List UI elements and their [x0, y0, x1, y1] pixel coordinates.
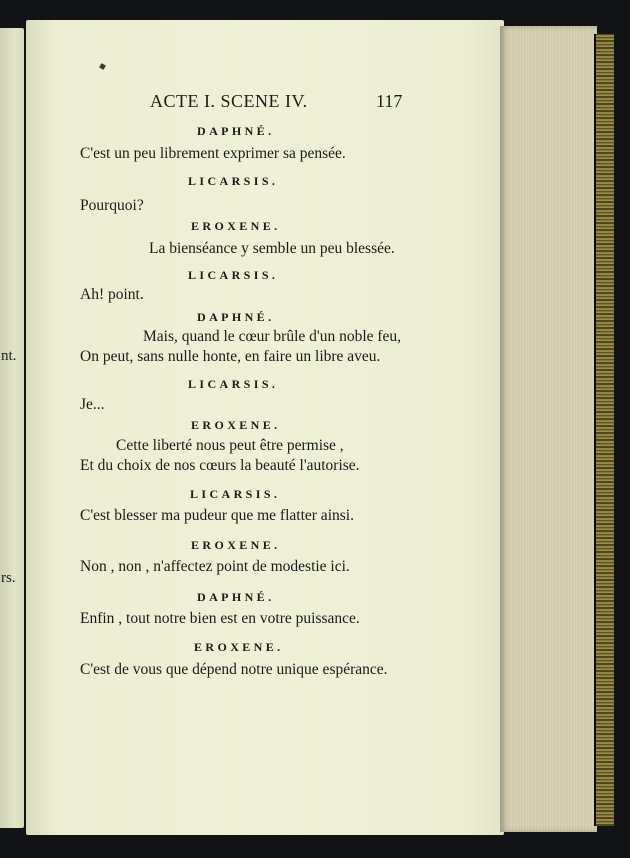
- verse-line: La bienséance y semble un peu blessée.: [149, 240, 395, 257]
- page-edges: [500, 26, 597, 832]
- verse-line: Mais, quand le cœur brûle d'un noble feu,: [143, 328, 402, 345]
- speaker-name: EROXENE.: [194, 640, 284, 654]
- speaker-name: EROXENE.: [191, 418, 281, 432]
- verse-line: C'est un peu librement exprimer sa pensée.: [80, 145, 346, 162]
- verse-line: C'est de vous que dépend notre unique espérance.: [80, 661, 388, 678]
- speaker-name: LICARSIS.: [188, 268, 279, 282]
- left-page-text-fragment: rs.: [1, 570, 16, 586]
- speaker-name: LICARSIS.: [188, 377, 279, 391]
- speaker-name: LICARSIS.: [190, 487, 281, 501]
- running-title: ACTE I. SCENE IV.: [150, 91, 308, 111]
- verse-line: Et du choix de nos cœurs la beauté l'autorise.: [80, 457, 360, 474]
- verse-line: C'est blesser ma pudeur que me flatter ainsi.: [80, 507, 354, 524]
- verse-line: Non , non , n'affectez point de modestie ici.: [80, 558, 350, 575]
- verse-line: Cette liberté nous peut être permise ,: [116, 437, 344, 454]
- speaker-name: EROXENE.: [191, 538, 281, 552]
- verse-line: Enfin , tout notre bien est en votre puissance.: [80, 610, 360, 627]
- speaker-name: EROXENE.: [191, 219, 281, 233]
- speaker-name: DAPHNÉ.: [197, 310, 275, 324]
- speaker-name: DAPHNÉ.: [197, 590, 275, 604]
- speaker-name: LICARSIS.: [188, 174, 279, 188]
- page-number: 117: [376, 91, 403, 111]
- left-page-text-fragment: nt.: [1, 348, 17, 364]
- speaker-name: DAPHNÉ.: [197, 124, 275, 138]
- verse-line: Ah! point.: [80, 286, 144, 303]
- book-spine: [594, 34, 614, 826]
- verse-line: Je...: [80, 396, 105, 413]
- verse-line: On peut, sans nulle honte, en faire un libre aveu.: [80, 348, 381, 365]
- verse-line: Pourquoi?: [80, 197, 144, 214]
- left-page-edge: [0, 28, 24, 828]
